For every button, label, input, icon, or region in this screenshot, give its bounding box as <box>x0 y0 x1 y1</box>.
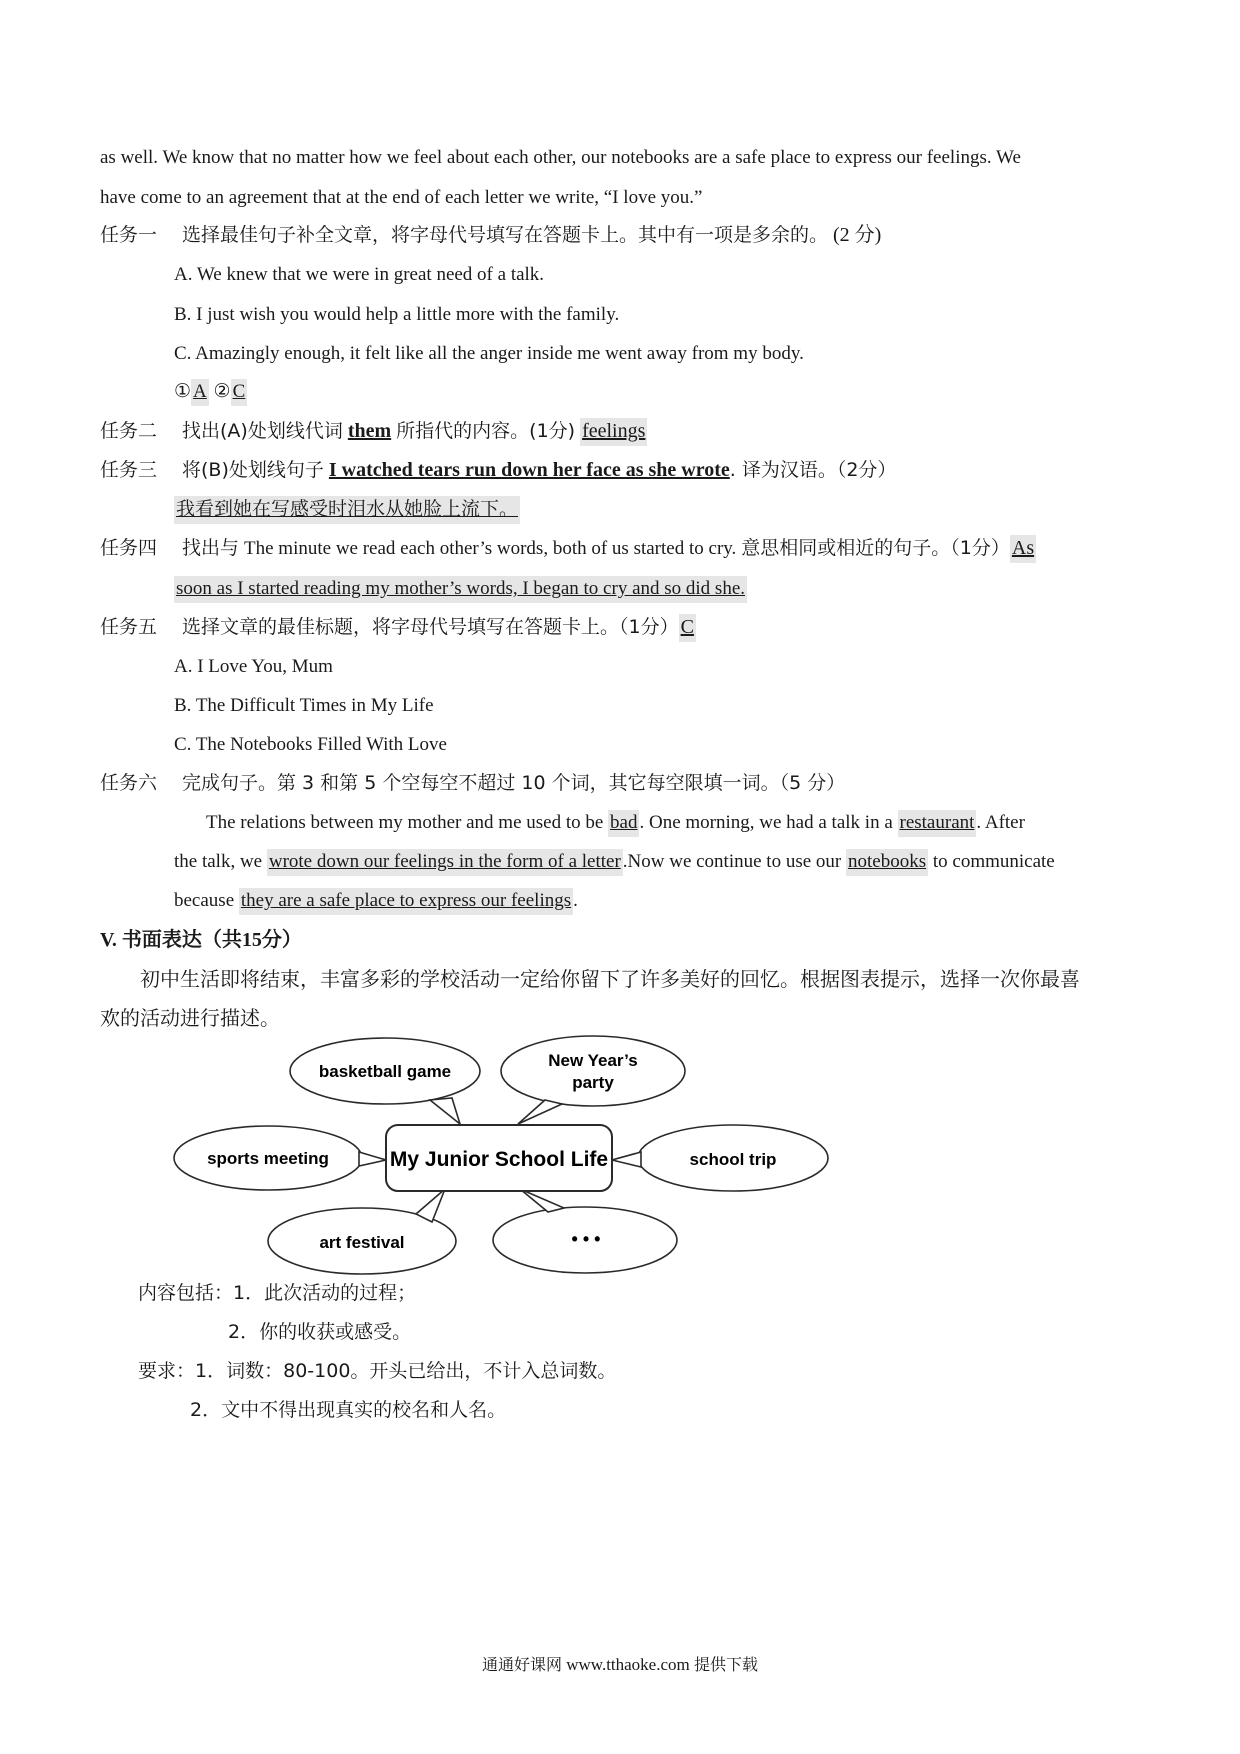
label-basketball: basketball game <box>318 1062 452 1081</box>
footer-url[interactable]: www.tthaoke.com <box>566 1655 690 1674</box>
label-art: art festival <box>319 1233 405 1252</box>
footer-site: 通通好课网 <box>481 1655 562 1674</box>
task-6-blank-3: wrote down our feelings in the form of a letter <box>267 849 623 876</box>
content-label: 内容包括： <box>138 1282 234 1304</box>
task-4-sentence: The minute we read each other’s words, both of us started to cry. <box>244 538 737 559</box>
footer-tail: 提供下载 <box>694 1655 759 1674</box>
task-6-instruction: 完成句子。第 3 和第 5 个空每空不超过 10 个词，其它每空限填一词。（5 分） <box>182 772 846 794</box>
task-6-blank-5: they are a safe place to express our feelings <box>239 888 573 915</box>
content-line-1 <box>138 1280 416 1306</box>
task-1-answer-2: C <box>231 379 248 406</box>
task-6-text: to communicate <box>932 851 1055 872</box>
passage-line-1: as well. We know that no matter how we feel about each other, our notebooks are a safe place to express our feelings. We <box>100 147 1021 168</box>
task-6-text: . One morning, we had a talk in a <box>639 812 893 833</box>
task-6-blank-4: notebooks <box>846 849 928 876</box>
task-5-instruction: 选择文章的最佳标题，将字母代号填写在答题卡上。（1分） <box>182 616 679 638</box>
task-5-option-b: B. The Difficult Times in My Life <box>174 695 434 716</box>
task-6-blank-1: bad <box>608 810 639 837</box>
task-5-option-a: A. I Love You, Mum <box>174 656 333 677</box>
task-6-text: . After <box>976 812 1025 833</box>
requirements-item-2: 2．文中不得出现真实的校名和人名。 <box>190 1399 507 1421</box>
section-5-intro-2: 欢的活动进行描述。 <box>100 1006 280 1030</box>
label-center: My Junior School Life <box>389 1148 609 1171</box>
task-4-answer-start: As <box>1010 535 1036 563</box>
requirements-line-1 <box>138 1358 616 1384</box>
task-5-label: 任务五 <box>100 616 158 638</box>
task-6-text: because <box>174 890 235 911</box>
requirements-item-1: 1．词数：80-100。开头已给出，不计入总词数。 <box>195 1360 617 1382</box>
task-4-suffix: 意思相同或相近的句子。（1分） <box>741 537 1010 559</box>
bubble-tail <box>518 1100 562 1124</box>
task-6-text: the talk, we <box>174 851 263 872</box>
task-2-word: them <box>347 420 392 442</box>
blank-number-1: ① <box>174 381 192 402</box>
task-1-answer-1: A <box>191 379 209 406</box>
label-more: • • • <box>571 1229 601 1249</box>
footer <box>0 1652 1240 1675</box>
task-3-answer: 我看到她在写感受时泪水从她脸上流下。 <box>174 496 520 524</box>
task-5-answer: C <box>679 614 696 642</box>
bubble-tail <box>416 1189 445 1222</box>
bubble-tail <box>612 1152 641 1167</box>
task-4-answer-rest: soon as I started reading my mother’s words, I began to cry and so did she. <box>174 576 747 603</box>
task-2-label: 任务二 <box>100 420 158 442</box>
task-6-text: . <box>573 890 578 911</box>
task-4-prefix: 找出与 <box>182 537 240 559</box>
task-3-label: 任务三 <box>100 459 158 481</box>
label-sports: sports meeting <box>207 1149 329 1168</box>
section-5-intro-1: 初中生活即将结束，丰富多彩的学校活动一定给你留下了许多美好的回忆。根据图表提示，选择一次你最喜 <box>140 967 1080 991</box>
task-2-prefix: 找出(A)处划线代词 <box>182 420 343 442</box>
task-2-suffix: 所指代的内容。(1分) <box>396 420 576 442</box>
task-6-blank-2: restaurant <box>898 810 977 837</box>
task-6-text: .Now we continue to use our <box>622 851 842 872</box>
task-1-instruction: 选择最佳句子补全文章，将字母代号填写在答题卡上。其中有一项是多余的。 <box>182 224 829 246</box>
bubble-tail <box>430 1098 460 1124</box>
task-2-answer: feelings <box>580 418 647 446</box>
label-school-trip: school trip <box>689 1150 777 1169</box>
task-1-label: 任务一 <box>100 224 158 246</box>
task-1-score: (2 分) <box>833 224 882 246</box>
requirements-label: 要求： <box>138 1360 196 1382</box>
task-5-option-c: C. The Notebooks Filled With Love <box>174 734 447 755</box>
task-4-label: 任务四 <box>100 537 158 559</box>
content-item-2: 2．你的收获或感受。 <box>228 1321 412 1343</box>
task-1-option-a: A. We knew that we were in great need of a talk. <box>174 264 545 285</box>
label-new-year-2: party <box>572 1073 614 1092</box>
passage-line-2: have come to an agreement that at the end of each letter we write, “I love you.” <box>100 187 703 208</box>
task-3-suffix: . 译为汉语。（2分） <box>729 459 897 481</box>
bubble-new-year <box>501 1036 685 1106</box>
blank-number-2: ② <box>213 381 231 402</box>
content-item-1: 1．此次活动的过程； <box>233 1282 417 1304</box>
bubble-tail <box>520 1189 564 1212</box>
label-new-year-1: New Year’s <box>548 1051 638 1070</box>
bubble-tail <box>359 1152 386 1166</box>
section-5-title: V. 书面表达（共15分） <box>100 929 302 951</box>
task-1-option-b: B. I just wish you would help a little more with the family. <box>174 304 620 325</box>
task-6-label: 任务六 <box>100 772 158 794</box>
task-3-prefix: 将(B)处划线句子 <box>182 459 324 481</box>
task-3-sentence: I watched tears run down her face as she wrote <box>328 459 730 481</box>
task-1-option-c: C. Amazingly enough, it felt like all the anger inside me went away from my body. <box>174 343 804 364</box>
task-6-text: The relations between my mother and me used to be <box>206 812 604 833</box>
